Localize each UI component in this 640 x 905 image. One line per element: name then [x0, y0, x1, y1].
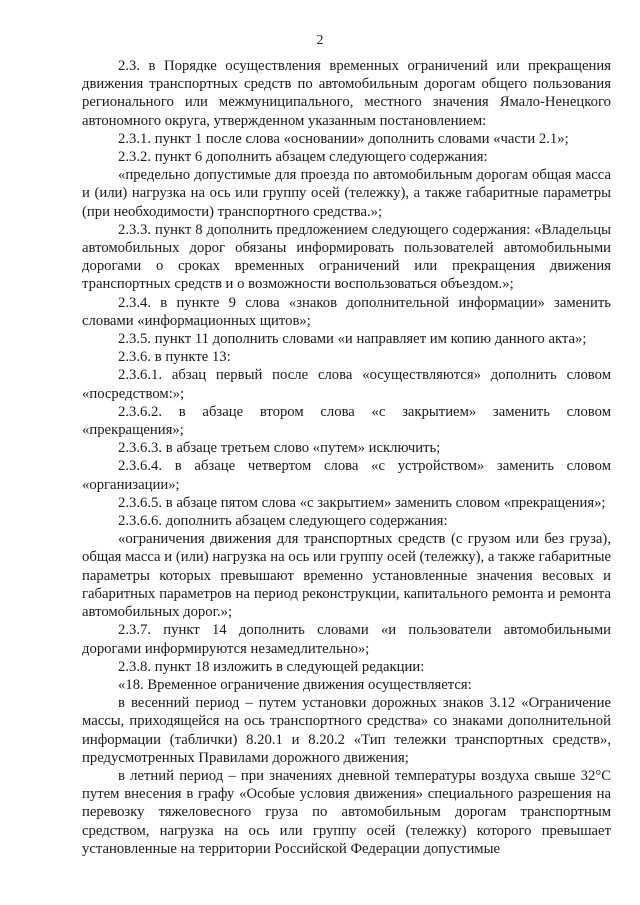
paragraph-2-3: 2.3. в Порядке осуществления временных ограничений или прекращения движения транспортных средств по автомобильным дорогам общего пользования регионального или межмуниципального, местного значения Ямало-Ненецкого автономного округа, утвержденном указанным постановлением: [82, 58, 611, 129]
paragraph-2-3-5: 2.3.5. пункт 11 дополнить словами «и направляет им копию данного акта»; [118, 331, 587, 348]
paragraph-2-3-6-1: 2.3.6.1. абзац первый после слова «осуществляются» дополнить словом «посредством:»; [82, 367, 611, 402]
paragraph-2-3-2: 2.3.2. пункт 6 дополнить абзацем следующего содержания: [118, 149, 488, 166]
paragraph-2-3-3: 2.3.3. пункт 8 дополнить предложением следующего содержания: «Владельцы автомобильных дорог обязаны информировать пользователей автомобильными дорогами о сроках временных ограничений или прекращения движения транспортных средств и о возможности воспользоваться объездом.»; [82, 221, 611, 293]
paragraph-2-3-4: 2.3.4. в пункте 9 слова «знаков дополнительной информации» заменить словами «информационных щитов»; [82, 294, 611, 329]
paragraph-2-3-6: 2.3.6. в пункте 13: [118, 349, 231, 366]
paragraph-2-3-6-6: 2.3.6.6. дополнить абзацем следующего содержания: [118, 513, 448, 530]
document-body [82, 57, 611, 858]
paragraph-2-3-6-2: 2.3.6.2. в абзаце втором слова «с закрытием» заменить словом «прекращения»; [82, 403, 611, 439]
paragraph-2-3-6-5: 2.3.6.5. в абзаце пятом слова «с закрытием» заменить словом «прекращения»; [118, 494, 606, 511]
paragraph-2-3-6-3: 2.3.6.3. в абзаце третьем слово «путем» исключить; [118, 440, 441, 457]
page-number: 2 [316, 33, 324, 48]
paragraph-summer-period: в летний период – при значениях дневной температуры воздуха свыше 32°С путем внесения в графу «Особые условия движения» специального разрешения на перевозку тяжеловесного груза по автомобильным дорогам транспортным средством, нагрузка на ось или группу осей (тележку) которого превышает установленные на территории Российской Федерации допустимые [82, 767, 611, 857]
paragraph-2-3-6-6-quote: «ограничения движения для транспортных средств (с грузом или без груза), общая масса и (или) нагрузка на ось или группу осей (тележку), а также габаритные параметры которых превышают временно установленные значения весовых и габаритных параметров на период реконструкции, капитального ремонта и ремонта автомобильных дорог.»; [82, 531, 611, 621]
paragraph-2-3-8: 2.3.8. пункт 18 изложить в следующей редакции: [118, 658, 425, 675]
paragraph-2-3-7: 2.3.7. пункт 14 дополнить словами «и пользователи автомобильными дорогами информируются незамедлительно»; [82, 622, 611, 657]
paragraph-18-heading: «18. Временное ограничение движения осуществляется: [118, 676, 472, 693]
paragraph-2-3-6-4: 2.3.6.4. в абзаце четвертом слова «с устройством» заменить словом «организации»; [82, 458, 611, 493]
paragraph-2-3-1: 2.3.1. пункт 1 после слова «основании» дополнить словами «части 2.1»; [118, 130, 569, 147]
paragraph-2-3-2-quote: «предельно допустимые для проезда по автомобильным дорогам общая масса и (или) нагрузка на ось или группу осей (тележку), а также габаритные параметры (при необходимости) транспортного средства.»; [82, 167, 611, 220]
paragraph-spring-period: в весенний период – путем установки дорожных знаков 3.12 «Ограничение массы, приходящейся на ось транспортного средства» со знаками дополнительной информации (таблички) 8.20.1 и 8.20.2 «Тип тележки транспортных средств», предусмотренных Правилами дорожного движения; [82, 695, 611, 766]
